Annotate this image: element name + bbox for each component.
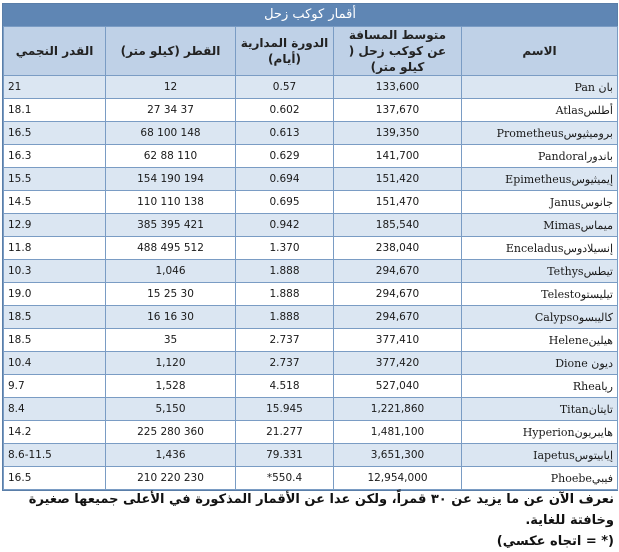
cell-distance: 294,670: [334, 283, 462, 306]
cell-diameter: 37 34 27: [106, 99, 236, 122]
table-row: [4, 444, 618, 467]
cell-magnitude: 8.4: [4, 398, 106, 421]
header-name: الاسم: [462, 27, 618, 76]
cell-magnitude: 12.9: [4, 214, 106, 237]
cell-period: 1.888: [236, 283, 334, 306]
table-row: [4, 260, 618, 283]
cell-magnitude: 18.5: [4, 329, 106, 352]
header-period: الدورة المدارية (أيام): [236, 27, 334, 76]
cell-name: فيبيPhoebe: [462, 467, 618, 490]
cell-magnitude: 18.5: [4, 306, 106, 329]
table-row: [4, 99, 618, 122]
cell-period: 550.4*: [236, 467, 334, 490]
cell-period: 79.331: [236, 444, 334, 467]
cell-period: 2.737: [236, 329, 334, 352]
cell-period: 4.518: [236, 375, 334, 398]
footnote-line-1: نعرف الآن عن ما يزيد عن ٣٠ قمراً، ولكن عدا عن الأقمار المذكورة في الأعلى جميعها صغيرة وخافتة للغاية.: [28, 492, 614, 528]
header-magnitude: القدر النجمي: [4, 27, 106, 76]
cell-distance: 1,481,100: [334, 421, 462, 444]
table-row: [4, 283, 618, 306]
cell-diameter: 5,150: [106, 398, 236, 421]
cell-period: 0.694: [236, 168, 334, 191]
cell-diameter: 512 495 488: [106, 237, 236, 260]
cell-distance: 141,700: [334, 145, 462, 168]
cell-magnitude: 19.0: [4, 283, 106, 306]
table-row: [4, 214, 618, 237]
table-title: أقمار كوكب زحل: [3, 4, 617, 26]
cell-period: 0.695: [236, 191, 334, 214]
cell-distance: 238,040: [334, 237, 462, 260]
table-row: [4, 375, 618, 398]
cell-name: رياRhea: [462, 375, 618, 398]
table-row: [4, 237, 618, 260]
cell-magnitude: 16.5: [4, 122, 106, 145]
cell-name: إنسيلادوسEnceladus: [462, 237, 618, 260]
cell-magnitude: 10.3: [4, 260, 106, 283]
table-row: [4, 421, 618, 444]
cell-magnitude: 10.4: [4, 352, 106, 375]
cell-diameter: 360 280 225: [106, 421, 236, 444]
cell-distance: 377,420: [334, 352, 462, 375]
cell-period: 21.277: [236, 421, 334, 444]
cell-name: أطلسAtlas: [462, 99, 618, 122]
table-row: [4, 191, 618, 214]
cell-diameter: 230 220 210: [106, 467, 236, 490]
cell-magnitude: 18.1: [4, 99, 106, 122]
cell-name: بان Pan: [462, 76, 618, 99]
cell-period: 0.613: [236, 122, 334, 145]
cell-period: 0.942: [236, 214, 334, 237]
table-row: [4, 352, 618, 375]
cell-magnitude: 16.3: [4, 145, 106, 168]
cell-diameter: 194 190 154: [106, 168, 236, 191]
cell-diameter: 1,436: [106, 444, 236, 467]
cell-name: تيليستوTelesto: [462, 283, 618, 306]
cell-magnitude: 9.7: [4, 375, 106, 398]
cell-diameter: 30 16 16: [106, 306, 236, 329]
cell-name: ديون Dione: [462, 352, 618, 375]
cell-period: 0.602: [236, 99, 334, 122]
saturn-moons-table: [3, 26, 618, 490]
cell-diameter: 1,120: [106, 352, 236, 375]
cell-period: 15.945: [236, 398, 334, 421]
cell-name: تايتانTitan: [462, 398, 618, 421]
cell-period: 2.737: [236, 352, 334, 375]
cell-period: 0.57: [236, 76, 334, 99]
cell-magnitude: 14.2: [4, 421, 106, 444]
cell-name: ميماسMimas: [462, 214, 618, 237]
cell-name: هيلينHelene: [462, 329, 618, 352]
cell-name: إيابيتوسIapetus: [462, 444, 618, 467]
cell-name: تيطسTethys: [462, 260, 618, 283]
table-row: [4, 467, 618, 490]
cell-name: هايبريونHyperion: [462, 421, 618, 444]
cell-diameter: 30 25 15: [106, 283, 236, 306]
cell-diameter: 1,528: [106, 375, 236, 398]
cell-distance: 139,350: [334, 122, 462, 145]
cell-period: 1.370: [236, 237, 334, 260]
header-row: [4, 27, 618, 76]
cell-magnitude: 8.6-11.5: [4, 444, 106, 467]
cell-diameter: 421 395 385: [106, 214, 236, 237]
table-row: [4, 398, 618, 421]
cell-name: إيميثيوسEpimetheus: [462, 168, 618, 191]
cell-magnitude: 16.5: [4, 467, 106, 490]
header-distance: متوسط المسافة عن كوكب زحل ( كيلو متر): [334, 27, 462, 76]
cell-distance: 185,540: [334, 214, 462, 237]
cell-diameter: 1,046: [106, 260, 236, 283]
header-diameter: القطر (كيلو متر): [106, 27, 236, 76]
footnote: [4, 489, 614, 552]
moons-table-panel: [2, 3, 618, 491]
table-row: [4, 76, 618, 99]
cell-distance: 1,221,860: [334, 398, 462, 421]
table-row: [4, 122, 618, 145]
cell-diameter: 12: [106, 76, 236, 99]
cell-distance: 151,470: [334, 191, 462, 214]
cell-distance: 137,670: [334, 99, 462, 122]
cell-diameter: 35: [106, 329, 236, 352]
footnote-line-2: (* = اتجاه عكسي): [496, 534, 614, 549]
cell-distance: 294,670: [334, 260, 462, 283]
cell-period: 1.888: [236, 260, 334, 283]
table-row: [4, 168, 618, 191]
cell-distance: 527,040: [334, 375, 462, 398]
table-row: [4, 145, 618, 168]
cell-distance: 294,670: [334, 306, 462, 329]
cell-distance: 377,410: [334, 329, 462, 352]
cell-magnitude: 11.8: [4, 237, 106, 260]
cell-diameter: 138 110 110: [106, 191, 236, 214]
cell-distance: 12,954,000: [334, 467, 462, 490]
cell-name: بروميثيوسPrometheus: [462, 122, 618, 145]
cell-name: باندوراPandora: [462, 145, 618, 168]
cell-distance: 151,420: [334, 168, 462, 191]
cell-magnitude: 21: [4, 76, 106, 99]
cell-period: 1.888: [236, 306, 334, 329]
cell-distance: 133,600: [334, 76, 462, 99]
table-row: [4, 329, 618, 352]
cell-name: كاليبسوCalypso: [462, 306, 618, 329]
cell-name: جانوسJanus: [462, 191, 618, 214]
cell-diameter: 148 100 68: [106, 122, 236, 145]
cell-period: 0.629: [236, 145, 334, 168]
cell-distance: 3,651,300: [334, 444, 462, 467]
table-row: [4, 306, 618, 329]
cell-magnitude: 15.5: [4, 168, 106, 191]
cell-magnitude: 14.5: [4, 191, 106, 214]
cell-diameter: 110 88 62: [106, 145, 236, 168]
